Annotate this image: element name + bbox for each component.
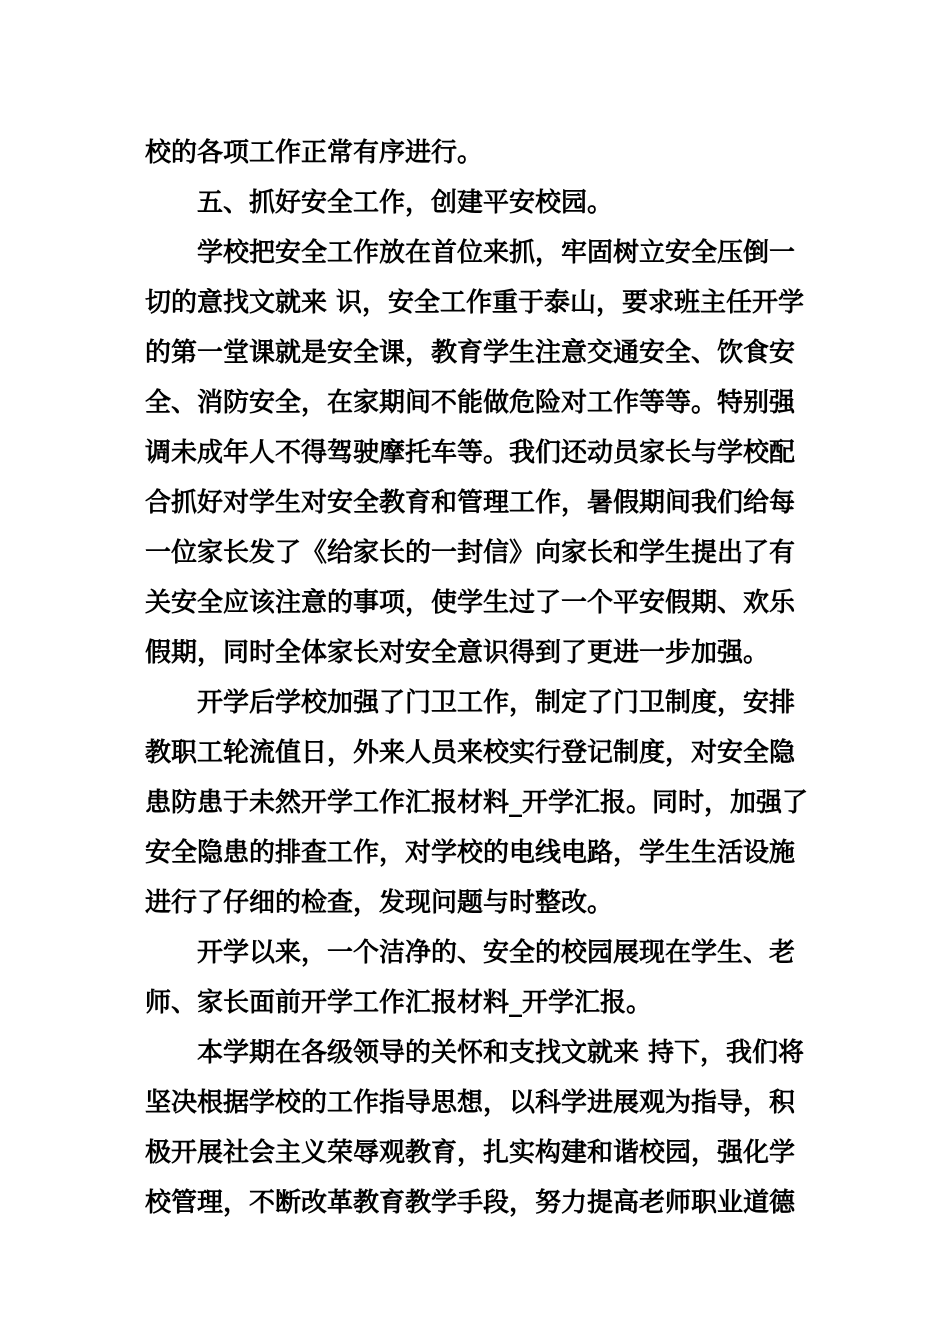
text-line: 开学以来，一个洁净的、安全的校园展现在学生、老: [197, 938, 796, 968]
text-line: 本学期在各级领导的关怀和支找文就来 持下，我们将: [197, 1038, 805, 1068]
text-line: 五、抓好安全工作，创建平安校园。: [197, 188, 614, 218]
text-line: 假期，同时全体家长对安全意识得到了更进一步加强。: [145, 638, 770, 668]
text-line: 坚决根据学校的工作指导思想，以科学进展观为指导，积: [145, 1088, 796, 1118]
body-text: [145, 128, 810, 1228]
text-line: 合抓好对学生对安全教育和管理工作，暑假期间我们给每: [145, 488, 796, 518]
text-line: 校的各项工作正常有序进行。: [145, 138, 484, 168]
text-line: 学校把安全工作放在首位来抓，牢固树立安全压倒一: [197, 238, 796, 268]
text-line: 切的意找文就来 识，安全工作重于泰山，要求班主任开学: [145, 288, 805, 318]
text-line: 教职工轮流值日，外来人员来校实行登记制度，对安全隐: [145, 738, 796, 768]
text-line: 校管理，不断改革教育教学手段，努力提高老师职业道德: [145, 1188, 796, 1218]
text-line: 的第一堂课就是安全课，教育学生注意交通安全、饮食安: [145, 338, 796, 368]
text-line: 一位家长发了《给家长的一封信》向家长和学生提出了有: [145, 538, 796, 568]
text-line: 安全隐患的排查工作，对学校的电线电路，学生生活设施: [145, 838, 796, 868]
text-line: 开学后学校加强了门卫工作，制定了门卫制度，安排: [197, 688, 796, 718]
text-line: 师、家长面前开学工作汇报材料_开学汇报。: [145, 988, 653, 1018]
text-line: 进行了仔细的检查，发现问题与时整改。: [145, 888, 614, 918]
text-line: 极开展社会主义荣辱观教育，扎实构建和谐校园，强化学: [145, 1138, 796, 1168]
text-line: 关安全应该注意的事项，使学生过了一个平安假期、欢乐: [145, 588, 796, 618]
text-line: 调未成年人不得驾驶摩托车等。我们还动员家长与学校配: [145, 438, 796, 468]
text-line: 患防患于未然开学工作汇报材料_开学汇报。同时，加强了: [145, 788, 809, 818]
text-line: 全、消防安全，在家期间不能做危险对工作等等。特别强: [145, 388, 796, 418]
